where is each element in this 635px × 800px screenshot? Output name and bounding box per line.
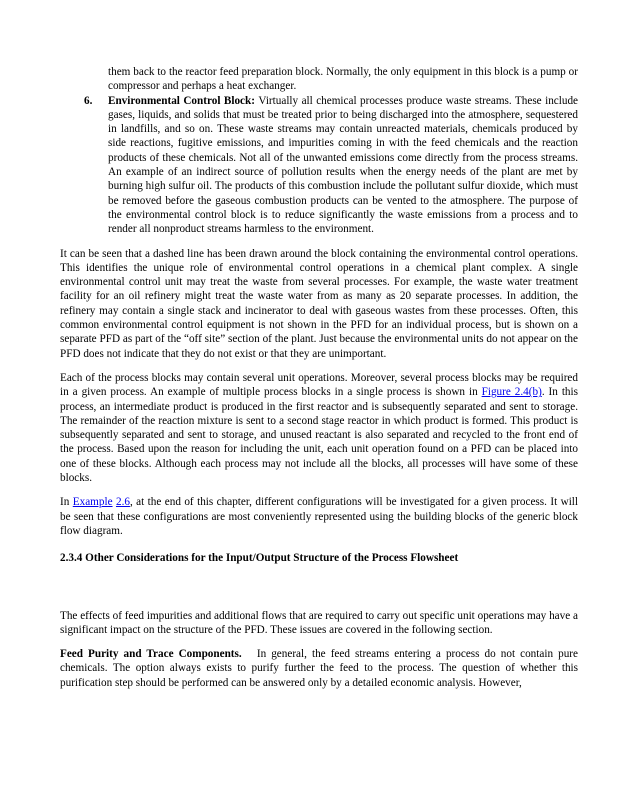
example-number-link[interactable]: 2.6 xyxy=(115,496,130,509)
example-link[interactable]: Example xyxy=(72,496,113,509)
paragraph-dashed-line: It can be seen that a dashed line has been drawn around the block containing the environmental control operations. This identifies the unique role of environmental control operations in a chemical plant complex. A single environmental control unit may treat the waste from several processes. For example, the waste water treatment facility for an oil refinery might treat the waste water from as many as 20 separate processes. In addition, the refinery may contain a single stack and incinerator to deal with gaseous wastes from these processes. Often, this common environmental control equipment is not shown in the PFD for an individual process, but is shown on a separate PFD as part of the “off site” section of the plant. Just because the environmental units do not appear on the PFD does not indicate that they do not exist or that they are unimportant. xyxy=(60,247,578,360)
paragraph-text: , at the end of this chapter, different configurations will be investigated for a given process. It will be seen that these configurations are most conveniently represented using the building blocks of the generic block flow diagram. xyxy=(60,496,579,537)
section-heading: 2.3.4 Other Considerations for the Input/Output Structure of the Process Flowsheet xyxy=(60,552,459,565)
paragraph-feed-purity xyxy=(60,647,578,690)
list-item-text: Virtually all chemical processes produce waste streams. These include gases, liquids, and solids that must be treated prior to being discharged into the atmosphere, sequestered in landfills, and so on. These waste streams may contain unreacted materials, chemicals produced by side reactions, fugitive emissions, and impurities coming in with the feed chemicals and the reaction products of these chemicals. Not all of the unwanted emissions come directly from the process streams. An example of an indirect source of pollution results when the energy needs of the plant are met by burning high sulfur oil. The products of this combustion include the pollutant sulfur dioxide, which must be removed before the gaseous combustion products can be vented to the atmosphere. The purpose of the environmental control block is to reduce significantly the waste emissions from a process and to render all nonproduct streams harmless to the environment. xyxy=(108,94,579,236)
paragraph-text: . In this process, an intermediate product is produced in the first reactor and is subsequently separated and sent to storage. The remainder of the reaction mixture is sent to a second stage reactor in which product is formed. This product is subsequently separated and sent to storage, and unused reactant is also separated and recycled to the front end of the process. Based upon the reason for including the unit, each unit operation found on a PFD can be placed into one of these blocks. Although each process may not include all the blocks, all processes will have some of these blocks. xyxy=(60,386,578,485)
figure-link[interactable]: Figure 2.4(b) xyxy=(481,386,542,399)
paragraph-feed-effects: The effects of feed impurities and additional flows that are required to carry out specific unit operations may have a significant impact on the structure of the PFD. These issues are covered in the following section. xyxy=(60,609,578,636)
paragraph-run-in-title: Feed Purity and Trace Components. xyxy=(60,648,242,661)
continuation-paragraph: them back to the reactor feed preparation block. Normally, the only equipment in this block is a pump or compressor and perhaps a heat exchanger. xyxy=(108,66,578,93)
paragraph-example xyxy=(60,495,578,538)
paragraph-process-blocks xyxy=(60,371,578,485)
list-item-title: Environmental Control Block: xyxy=(108,94,255,107)
list-item-number: 6. xyxy=(84,94,93,107)
document-page xyxy=(60,65,578,690)
list-item-environmental-control xyxy=(84,94,579,237)
paragraph-text: In general, the feed streams entering a process do not contain pure chemicals. The option always exists to purify further the feed to the process. The question of whether this purification step should be performed can be answered only by a detailed economic analysis. However, xyxy=(60,648,578,689)
paragraph-text: In xyxy=(60,496,70,509)
paragraph-text: Each of the process blocks may contain several unit operations. Moreover, several process blocks may be required in a given process. An example of multiple process blocks in a single process is shown in xyxy=(60,371,578,399)
